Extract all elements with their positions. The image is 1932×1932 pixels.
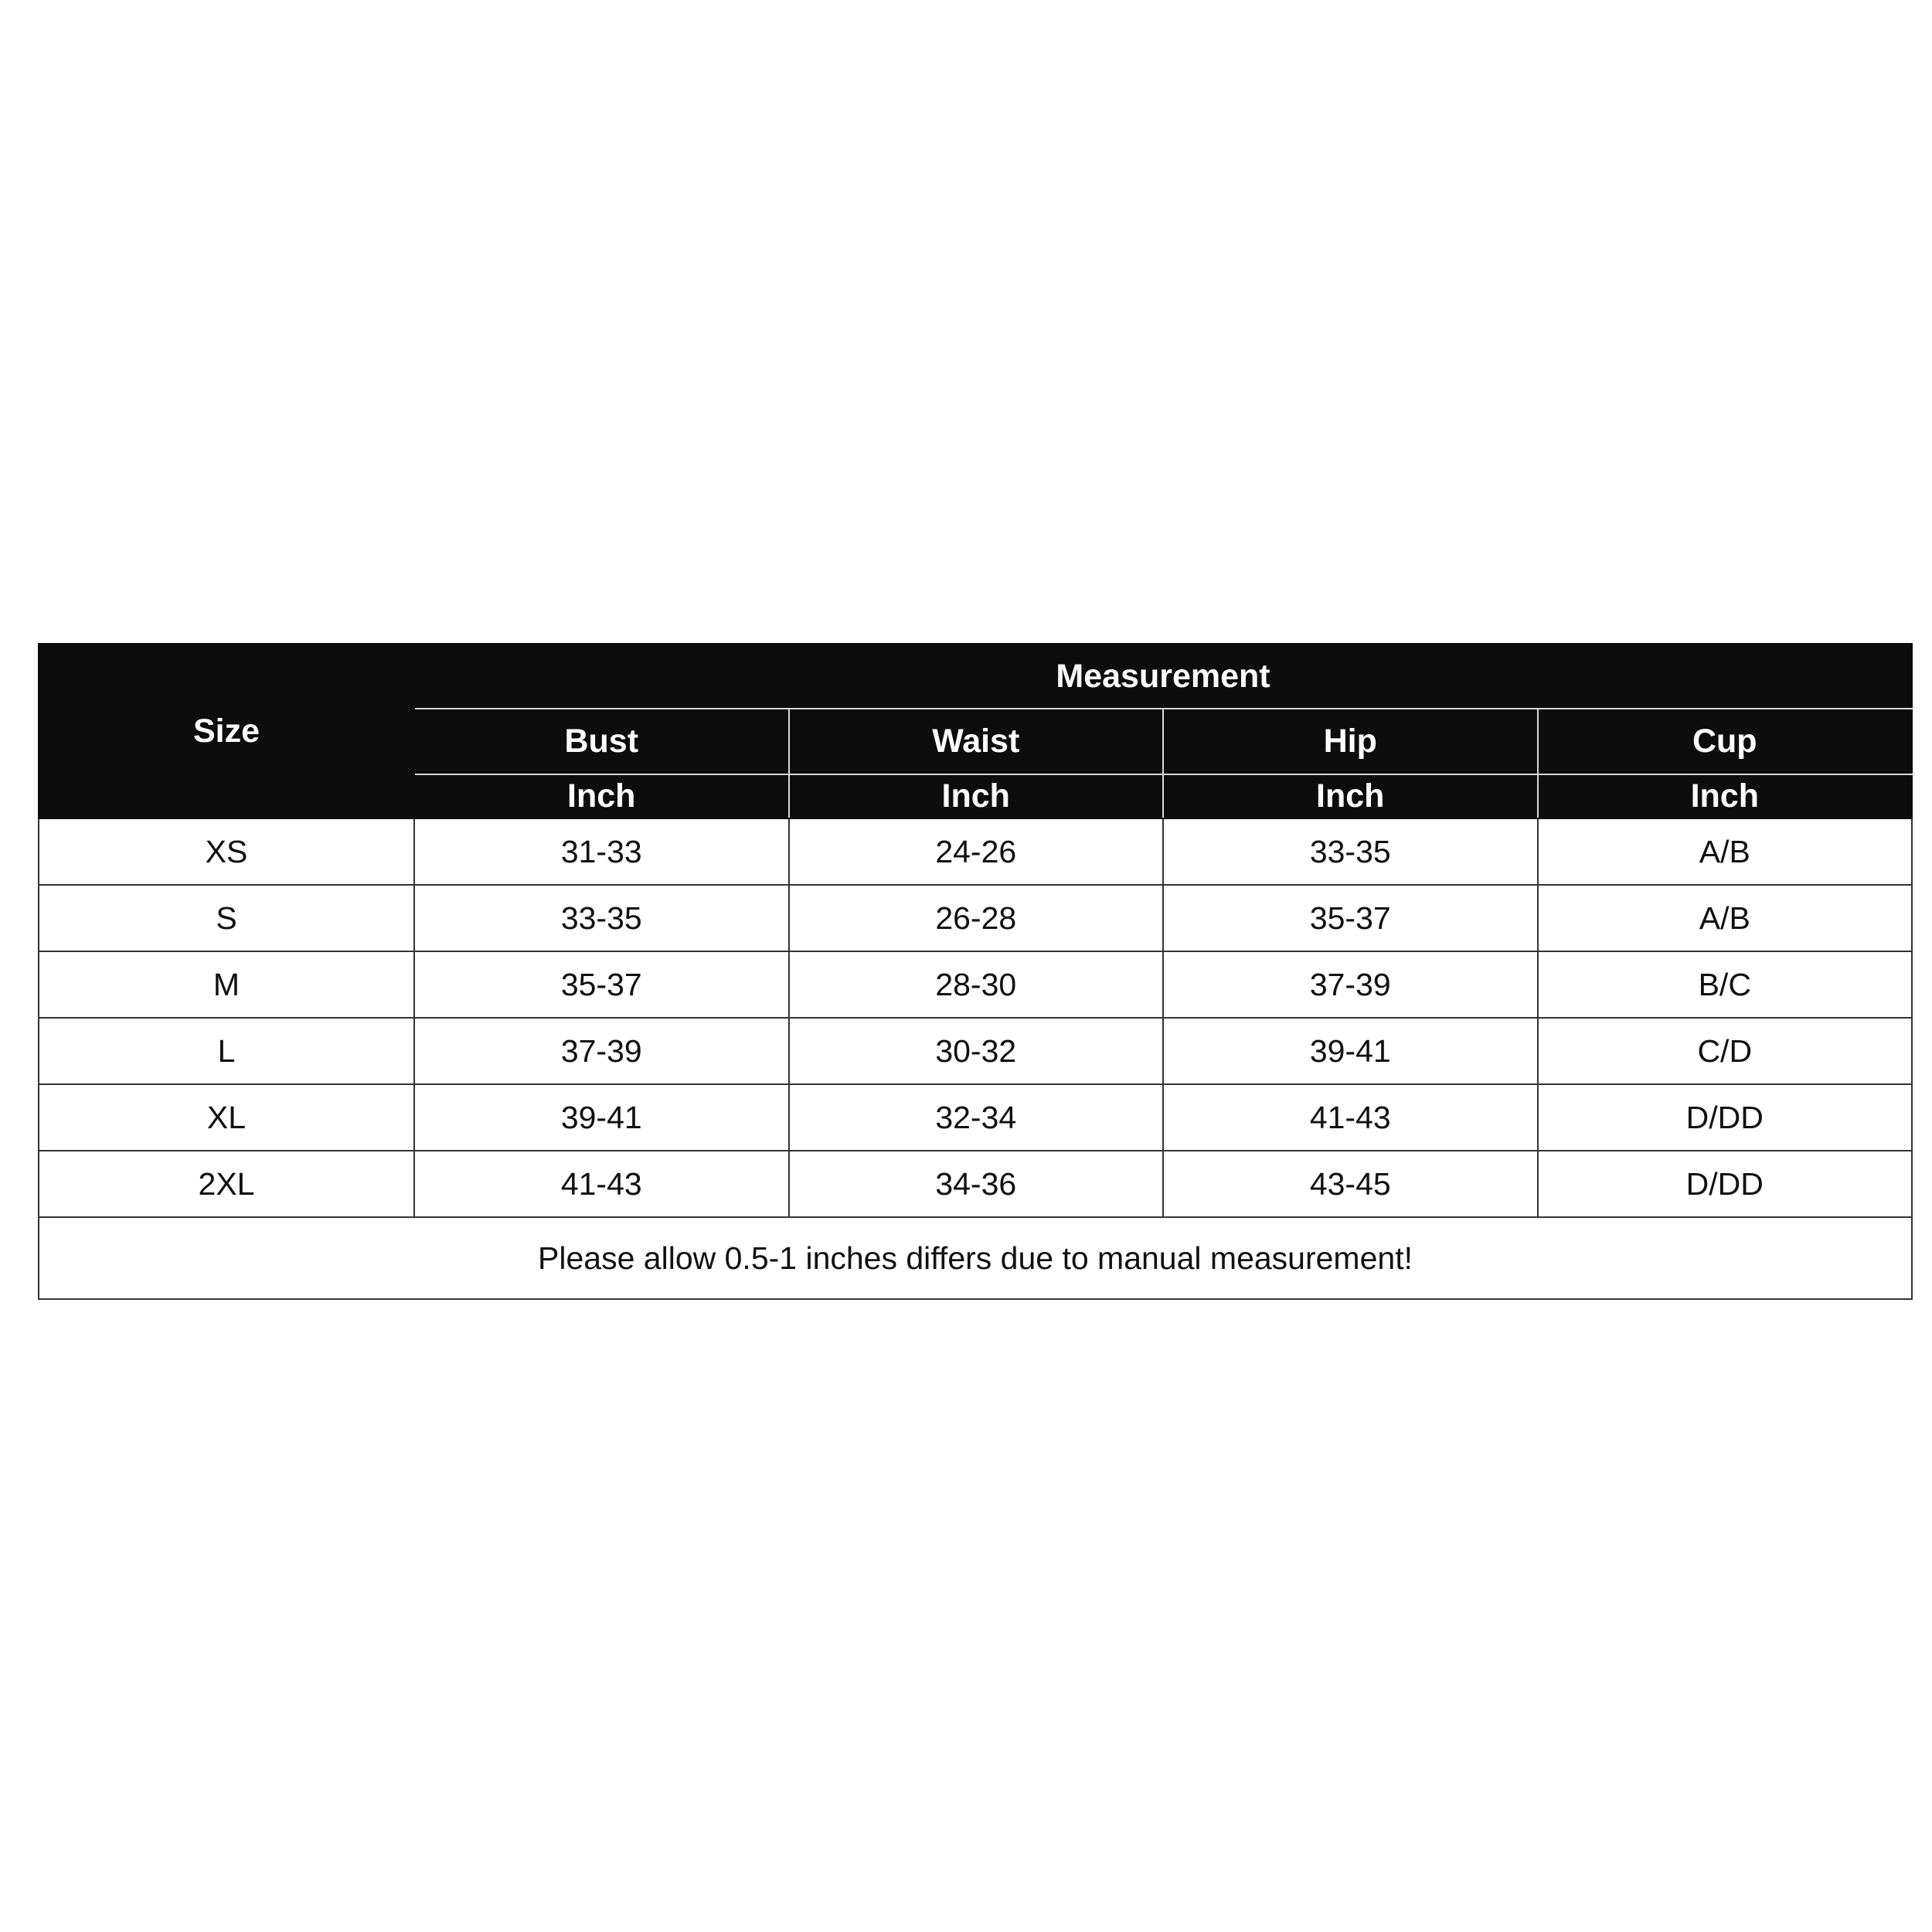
hip-cell: 33-35 xyxy=(1163,818,1538,885)
bust-cell: 33-35 xyxy=(414,885,789,951)
table-row xyxy=(39,951,1912,1018)
cup-column-header: Cup xyxy=(1538,709,1913,774)
bust-cell: 39-41 xyxy=(414,1084,789,1151)
cup-cell: C/D xyxy=(1538,1018,1913,1084)
table-row xyxy=(39,885,1912,951)
size-cell: XL xyxy=(39,1084,414,1151)
waist-cell: 28-30 xyxy=(789,951,1164,1018)
hip-column-header: Hip xyxy=(1163,709,1538,774)
size-cell: 2XL xyxy=(39,1151,414,1217)
waist-unit-header: Inch xyxy=(789,774,1164,818)
hip-cell: 35-37 xyxy=(1163,885,1538,951)
size-cell: L xyxy=(39,1018,414,1084)
waist-cell: 32-34 xyxy=(789,1084,1164,1151)
header-row-group xyxy=(39,644,1912,709)
waist-cell: 26-28 xyxy=(789,885,1164,951)
bust-cell: 37-39 xyxy=(414,1018,789,1084)
cup-unit-header: Inch xyxy=(1538,774,1913,818)
table-row xyxy=(39,1084,1912,1151)
measurement-note: Please allow 0.5-1 inches differs due to manual measurement! xyxy=(39,1217,1912,1299)
waist-column-header: Waist xyxy=(789,709,1164,774)
cup-cell: D/DD xyxy=(1538,1151,1913,1217)
hip-cell: 43-45 xyxy=(1163,1151,1538,1217)
hip-cell: 39-41 xyxy=(1163,1018,1538,1084)
hip-unit-header: Inch xyxy=(1163,774,1538,818)
size-cell: XS xyxy=(39,818,414,885)
bust-cell: 41-43 xyxy=(414,1151,789,1217)
measurement-group-header: Measurement xyxy=(414,644,1912,709)
cup-cell: A/B xyxy=(1538,885,1913,951)
note-row xyxy=(39,1217,1912,1299)
size-column-header: Size xyxy=(39,644,414,818)
size-chart-table xyxy=(38,643,1913,1300)
bust-unit-header: Inch xyxy=(414,774,789,818)
table-row xyxy=(39,1018,1912,1084)
cup-cell: D/DD xyxy=(1538,1084,1913,1151)
hip-cell: 37-39 xyxy=(1163,951,1538,1018)
size-cell: M xyxy=(39,951,414,1018)
hip-cell: 41-43 xyxy=(1163,1084,1538,1151)
size-cell: S xyxy=(39,885,414,951)
table-row xyxy=(39,1151,1912,1217)
table-row xyxy=(39,818,1912,885)
bust-cell: 35-37 xyxy=(414,951,789,1018)
cup-cell: B/C xyxy=(1538,951,1913,1018)
waist-cell: 30-32 xyxy=(789,1018,1164,1084)
waist-cell: 34-36 xyxy=(789,1151,1164,1217)
cup-cell: A/B xyxy=(1538,818,1913,885)
bust-cell: 31-33 xyxy=(414,818,789,885)
waist-cell: 24-26 xyxy=(789,818,1164,885)
bust-column-header: Bust xyxy=(414,709,789,774)
